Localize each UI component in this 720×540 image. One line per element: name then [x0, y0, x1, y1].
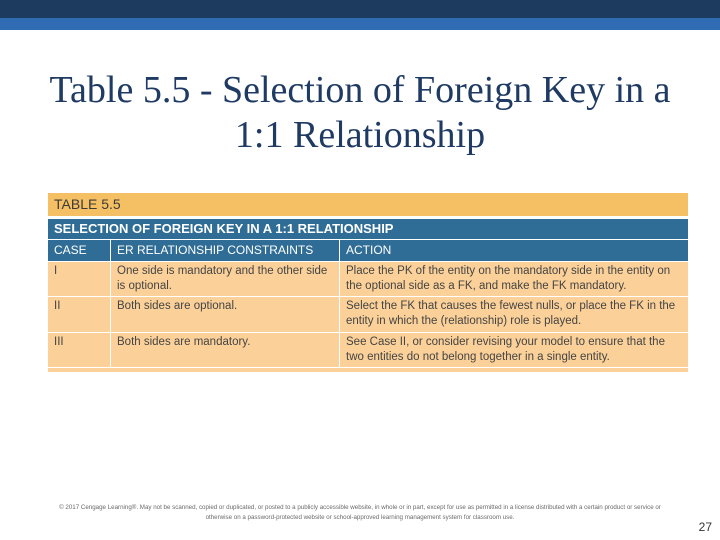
top-bar — [0, 0, 720, 18]
table-row — [48, 261, 688, 296]
action-cell: See Case II, or consider revising your model to ensure that the two entities do not belong together in a single entity. — [346, 336, 665, 363]
header-constraints: ER RELATIONSHIP CONSTRAINTS — [111, 240, 340, 261]
header-action: ACTION — [346, 243, 392, 257]
constraints-cell: Both sides are mandatory. — [111, 333, 340, 367]
copyright-footer: © 2017 Cengage Learning®. May not be scanned, copied or duplicated, or posted to a publicly accessible website, in whole or in part, except for use as permitted in a license distributed with a certain product or service or otherwise on a password-protected website or school-approved learning management system for classroom use. — [59, 504, 661, 521]
table-row — [48, 296, 688, 332]
foreign-key-table — [48, 193, 688, 372]
slide-title: Table 5.5 - Selection of Foreign Key in a 1:1 Relationship — [49, 69, 671, 156]
table-caption: SELECTION OF FOREIGN KEY IN A 1:1 RELATIONSHIP — [48, 219, 688, 239]
action-cell: Select the FK that causes the fewest nulls, or place the FK in the entity in which the (relationship) role is played. — [346, 300, 676, 327]
top-accent-stripe — [0, 18, 720, 30]
table-header-row — [48, 239, 688, 261]
case-cell: I — [48, 262, 111, 296]
table-bottom-band — [48, 367, 688, 372]
table-row — [48, 332, 688, 367]
constraints-cell: Both sides are optional. — [111, 297, 340, 332]
table-label: TABLE 5.5 — [48, 193, 688, 216]
action-cell: Place the PK of the entity on the mandatory side in the entity on the optional side as a FK, and make the FK mandatory. — [346, 265, 671, 292]
constraints-cell: One side is mandatory and the other side is optional. — [111, 262, 340, 296]
case-cell: III — [48, 333, 111, 367]
page-number: 27 — [698, 520, 712, 534]
case-cell: II — [48, 297, 111, 332]
header-case: CASE — [48, 240, 111, 261]
